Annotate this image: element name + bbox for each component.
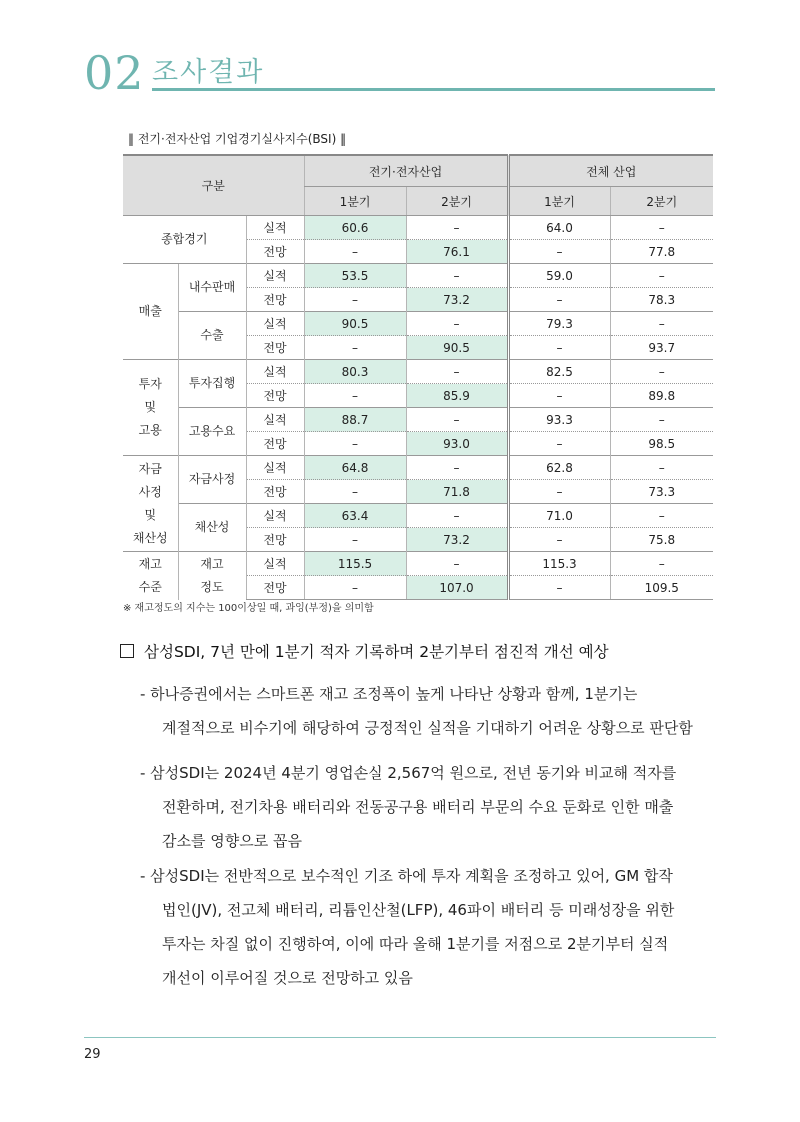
row-group-label: 투자 및 고용	[123, 360, 178, 456]
row-kind-label: 전망	[246, 288, 304, 312]
quarter-header: 2분기	[406, 187, 508, 216]
bsi-value-cell: 60.6	[304, 216, 406, 240]
section-title: 조사결과	[152, 57, 265, 88]
bsi-value-cell: 77.8	[610, 240, 713, 264]
paragraph-2	[140, 756, 720, 858]
row-kind-label: 실적	[246, 360, 304, 384]
row-kind-label: 실적	[246, 552, 304, 576]
bsi-value-cell: –	[610, 264, 713, 288]
row-kind-label: 전망	[246, 384, 304, 408]
bsi-value-cell: –	[610, 216, 713, 240]
table-row	[123, 264, 713, 288]
bsi-value-cell: –	[406, 552, 508, 576]
bsi-value-cell: –	[508, 528, 610, 552]
header-rule	[152, 88, 715, 91]
bsi-value-cell: –	[508, 480, 610, 504]
bsi-value-cell: 109.5	[610, 576, 713, 600]
bsi-value-cell: –	[508, 288, 610, 312]
bsi-value-cell: 78.3	[610, 288, 713, 312]
bsi-value-cell: 71.8	[406, 480, 508, 504]
bsi-value-cell: –	[304, 384, 406, 408]
bsi-value-cell: 89.8	[610, 384, 713, 408]
row-group-label: 재고 수준	[123, 552, 178, 600]
bsi-value-cell: 115.3	[508, 552, 610, 576]
paragraph-1	[140, 677, 720, 745]
bsi-value-cell: 88.7	[304, 408, 406, 432]
bsi-value-cell: –	[406, 456, 508, 480]
quarter-header: 2분기	[610, 187, 713, 216]
paragraph-3	[140, 859, 720, 995]
row-subgroup-label: 투자집행	[178, 360, 246, 408]
bsi-value-cell: –	[406, 264, 508, 288]
bsi-value-cell: –	[508, 576, 610, 600]
table-row	[123, 408, 713, 432]
bsi-value-cell: –	[508, 384, 610, 408]
row-kind-label: 전망	[246, 336, 304, 360]
bsi-table	[123, 154, 713, 600]
paragraph-line: 투자는 차질 없이 진행하여, 이에 따라 올해 1분기를 저점으로 2분기부터 실적	[162, 935, 669, 953]
square-bullet-icon	[120, 644, 134, 658]
bsi-value-cell: –	[304, 432, 406, 456]
table-row	[123, 552, 713, 576]
bsi-value-cell: –	[406, 216, 508, 240]
row-kind-label: 전망	[246, 480, 304, 504]
paragraph-line: - 삼성SDI는 2024년 4분기 영업손실 2,567억 원으로, 전년 동기와 비교해 적자를	[140, 764, 677, 782]
bsi-value-cell: 75.8	[610, 528, 713, 552]
row-kind-label: 전망	[246, 432, 304, 456]
bsi-value-cell: 93.3	[508, 408, 610, 432]
bsi-value-cell: 73.2	[406, 528, 508, 552]
bsi-value-cell: 80.3	[304, 360, 406, 384]
row-subgroup-label: 수출	[178, 312, 246, 360]
bsi-value-cell: 79.3	[508, 312, 610, 336]
bsi-value-cell: 71.0	[508, 504, 610, 528]
row-subgroup-label: 내수판매	[178, 264, 246, 312]
bsi-value-cell: –	[610, 552, 713, 576]
bsi-value-cell: –	[304, 336, 406, 360]
row-kind-label: 실적	[246, 216, 304, 240]
bsi-value-cell: 90.5	[304, 312, 406, 336]
row-group-label: 매출	[123, 264, 178, 360]
bsi-value-cell: –	[304, 576, 406, 600]
bsi-value-cell: –	[406, 312, 508, 336]
bsi-value-cell: –	[304, 240, 406, 264]
table-row	[123, 312, 713, 336]
section-number: 02	[84, 46, 145, 100]
bsi-value-cell: 62.8	[508, 456, 610, 480]
row-kind-label: 전망	[246, 576, 304, 600]
bsi-value-cell: 73.3	[610, 480, 713, 504]
row-subgroup-label: 고용수요	[178, 408, 246, 456]
bsi-value-cell: 98.5	[610, 432, 713, 456]
bsi-value-cell: –	[610, 456, 713, 480]
bsi-value-cell: –	[610, 360, 713, 384]
bsi-value-cell: –	[508, 240, 610, 264]
table-footnote: ※ 재고정도의 지수는 100이상일 때, 과잉(부정)을 의미함	[123, 603, 374, 614]
section-heading-text: 삼성SDI, 7년 만에 1분기 적자 기록하며 2분기부터 점진적 개선 예상	[144, 643, 609, 661]
page-number: 29	[84, 1047, 101, 1062]
bsi-value-cell: 107.0	[406, 576, 508, 600]
bsi-value-cell: 59.0	[508, 264, 610, 288]
bsi-value-cell: 53.5	[304, 264, 406, 288]
bsi-value-cell: 93.0	[406, 432, 508, 456]
bsi-value-cell: –	[304, 288, 406, 312]
section-heading	[120, 640, 609, 662]
group-header-all-industries: 전체 산업	[508, 155, 713, 187]
paragraph-line: 감소를 영향으로 꼽음	[162, 832, 302, 850]
table-row	[123, 216, 713, 240]
quarter-header: 1분기	[304, 187, 406, 216]
footer-rule	[84, 1037, 716, 1038]
bsi-value-cell: –	[610, 408, 713, 432]
bsi-value-cell: –	[508, 336, 610, 360]
row-subgroup-label: 자금사정	[178, 456, 246, 504]
paragraph-line: 전환하며, 전기차용 배터리와 전동공구용 배터리 부문의 수요 둔화로 인한 매출	[162, 798, 674, 816]
row-kind-label: 실적	[246, 264, 304, 288]
bsi-value-cell: –	[304, 480, 406, 504]
table-row	[123, 360, 713, 384]
bsi-value-cell: –	[304, 528, 406, 552]
row-group-label: 자금 사정 및 채산성	[123, 456, 178, 552]
bsi-value-cell: 93.7	[610, 336, 713, 360]
bsi-value-cell: –	[406, 504, 508, 528]
row-subgroup-label: 채산성	[178, 504, 246, 552]
bsi-value-cell: –	[610, 312, 713, 336]
bsi-value-cell: 90.5	[406, 336, 508, 360]
table-title: ‖ 전기·전자산업 기업경기실사지수(BSI) ‖	[128, 132, 347, 146]
paragraph-line: 개선이 이루어질 것으로 전망하고 있음	[162, 969, 413, 987]
row-kind-label: 실적	[246, 312, 304, 336]
row-kind-label: 실적	[246, 456, 304, 480]
bsi-value-cell: –	[406, 360, 508, 384]
paragraph-line: - 하나증권에서는 스마트폰 재고 조정폭이 높게 나타난 상황과 함께, 1분기는	[140, 685, 638, 703]
bsi-value-cell: 64.8	[304, 456, 406, 480]
bsi-value-cell: –	[406, 408, 508, 432]
table-row	[123, 504, 713, 528]
table-corner-header: 구분	[123, 155, 304, 216]
bsi-value-cell: 63.4	[304, 504, 406, 528]
row-kind-label: 실적	[246, 504, 304, 528]
bsi-value-cell: 76.1	[406, 240, 508, 264]
row-subgroup-label: 재고 정도	[178, 552, 246, 600]
bsi-value-cell: 82.5	[508, 360, 610, 384]
row-kind-label: 실적	[246, 408, 304, 432]
bsi-value-cell: 73.2	[406, 288, 508, 312]
paragraph-line: 계절적으로 비수기에 해당하여 긍정적인 실적을 기대하기 어려운 상황으로 판단함	[162, 719, 693, 737]
bsi-value-cell: 64.0	[508, 216, 610, 240]
paragraph-line: - 삼성SDI는 전반적으로 보수적인 기조 하에 투자 계획을 조정하고 있어, GM 합작	[140, 867, 673, 885]
bsi-value-cell: 115.5	[304, 552, 406, 576]
bsi-value-cell: –	[508, 432, 610, 456]
row-kind-label: 전망	[246, 240, 304, 264]
bsi-value-cell: –	[610, 504, 713, 528]
table-row	[123, 456, 713, 480]
group-header-electronics: 전기·전자산업	[304, 155, 508, 187]
bsi-value-cell: 85.9	[406, 384, 508, 408]
quarter-header: 1분기	[508, 187, 610, 216]
row-group-label: 종합경기	[123, 216, 246, 264]
paragraph-line: 법인(JV), 전고체 배터리, 리튬인산철(LFP), 46파이 배터리 등 미래성장을 위한	[162, 901, 675, 919]
row-kind-label: 전망	[246, 528, 304, 552]
